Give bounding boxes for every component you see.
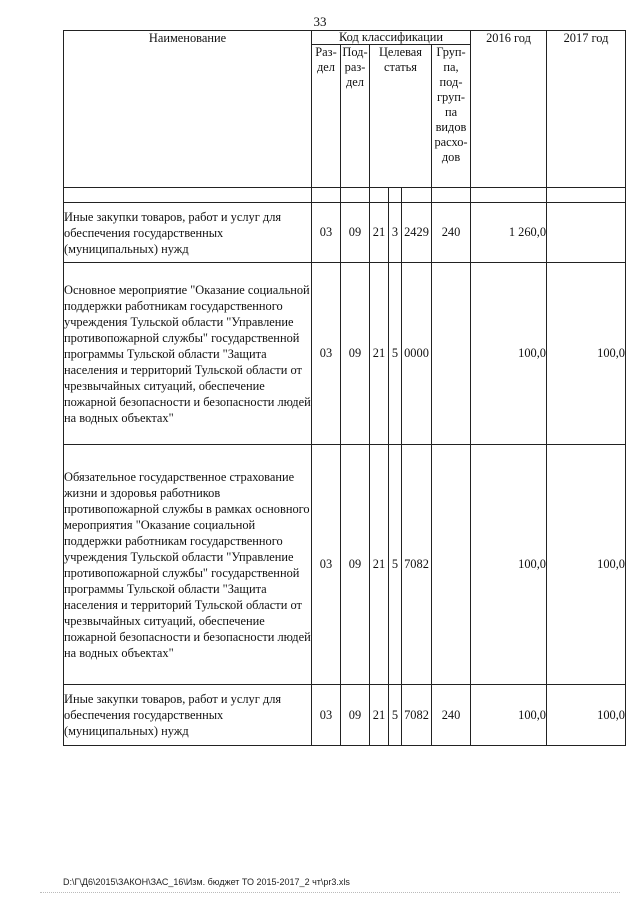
row-expense-group xyxy=(432,263,471,445)
spacer-row xyxy=(64,188,626,203)
table-row xyxy=(64,445,626,685)
row-expense-group: 240 xyxy=(432,685,471,746)
row-section: 03 xyxy=(312,685,341,746)
row-article-program: 21 xyxy=(370,203,389,263)
row-2016: 1 260,0 xyxy=(471,203,547,263)
row-expense-group: 240 xyxy=(432,203,471,263)
row-name: Обязательное государственное страхование жизни и здоровья работников противопожарной службы в рамках основного мероприятия "Оказание социальной поддержки работникам государственного учреждения Тульской области "Управление противопожарной службы" государственной программы Тульской области "Защита населения и территорий Тульской области от чрезвычайных ситуаций, обеспечение пожарной безопасности и безопасности людей на водных объектах" xyxy=(64,445,312,685)
row-article-code: 7082 xyxy=(402,685,432,746)
header-subsection: Под- раз- дел xyxy=(341,45,370,188)
row-name: Основное мероприятие "Оказание социальной поддержки работникам государственного учреждения Тульской области "Управление противопожарной службы" государственной программы Тульской области "Защита населения и территорий Тульской области от чрезвычайных ситуаций, обеспечение пожарной безопасности и безопасности людей на водных объектах" xyxy=(64,263,312,445)
header-section: Раз- дел xyxy=(312,45,341,188)
row-article-code: 7082 xyxy=(402,445,432,685)
row-2017 xyxy=(547,203,626,263)
row-2017: 100,0 xyxy=(547,263,626,445)
row-article-program: 21 xyxy=(370,445,389,685)
row-expense-group xyxy=(432,445,471,685)
row-2016: 100,0 xyxy=(471,263,547,445)
row-2016: 100,0 xyxy=(471,685,547,746)
scan-artifact-line xyxy=(40,892,620,893)
header-target-article: Целевая статья xyxy=(370,45,432,188)
header-name: Наименование xyxy=(64,31,312,188)
header-expense-group: Груп- па, под- груп- па видов расхо- дов xyxy=(432,45,471,188)
row-article-subprogram: 3 xyxy=(389,203,402,263)
header-2016: 2016 год xyxy=(471,31,547,188)
row-article-program: 21 xyxy=(370,263,389,445)
row-2017: 100,0 xyxy=(547,685,626,746)
row-2017: 100,0 xyxy=(547,445,626,685)
row-subsection: 09 xyxy=(341,685,370,746)
row-section: 03 xyxy=(312,445,341,685)
row-article-code: 0000 xyxy=(402,263,432,445)
row-article-code: 2429 xyxy=(402,203,432,263)
table-row xyxy=(64,685,626,746)
row-2016: 100,0 xyxy=(471,445,547,685)
row-subsection: 09 xyxy=(341,263,370,445)
row-section: 03 xyxy=(312,263,341,445)
row-name: Иные закупки товаров, работ и услуг для обеспечения государственных (муниципальных) нужд xyxy=(64,203,312,263)
header-2017: 2017 год xyxy=(547,31,626,188)
row-subsection: 09 xyxy=(341,203,370,263)
row-article-subprogram: 5 xyxy=(389,445,402,685)
row-section: 03 xyxy=(312,203,341,263)
page-number: 33 xyxy=(313,14,327,29)
table-row xyxy=(64,263,626,445)
table-row xyxy=(64,203,626,263)
row-article-subprogram: 5 xyxy=(389,685,402,746)
row-name: Иные закупки товаров, работ и услуг для обеспечения государственных (муниципальных) нужд xyxy=(64,685,312,746)
file-path-footer: D:\Г\Д6\2015\ЗАКОН\ЗАС_16\Изм. бюджет ТО 2015-2017_2 чт\pr3.xls xyxy=(63,877,350,887)
row-subsection: 09 xyxy=(341,445,370,685)
budget-table xyxy=(63,30,626,746)
header-classification-code: Код классификации xyxy=(312,31,471,45)
row-article-subprogram: 5 xyxy=(389,263,402,445)
row-article-program: 21 xyxy=(370,685,389,746)
